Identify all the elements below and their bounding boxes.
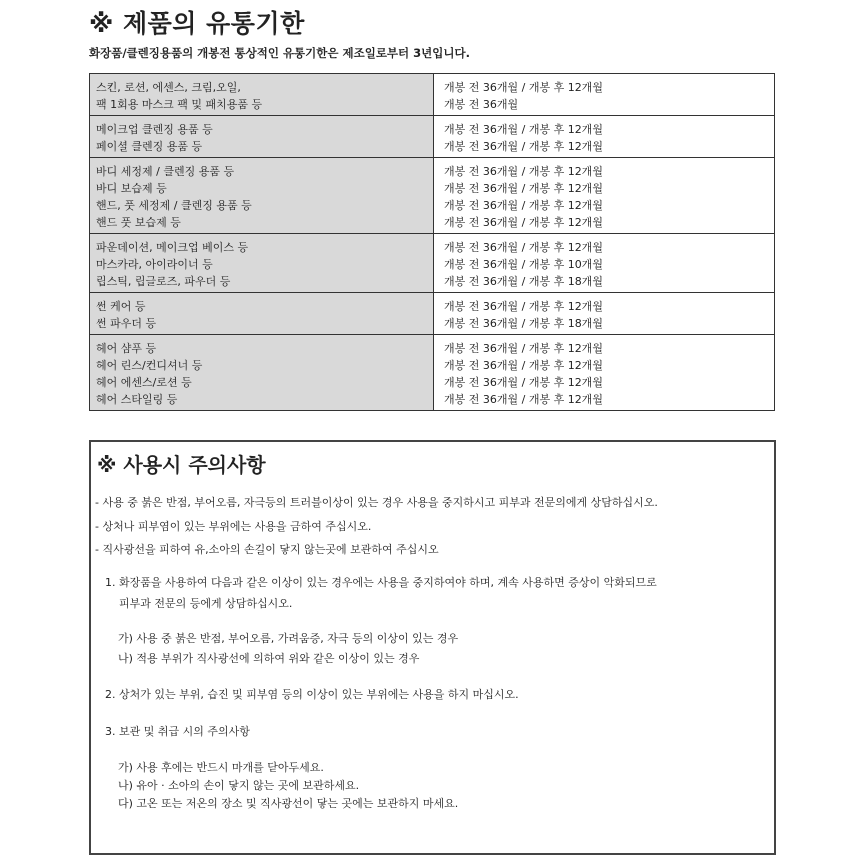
period-line: 개봉 전 36개월 / 개봉 후 12개월 bbox=[444, 393, 603, 406]
caution-item-1-sub: 나) 적용 부위가 직사광선에 의하여 위와 같은 이상이 있는 경우 bbox=[118, 652, 420, 665]
category-line: 립스틱, 립글로즈, 파우더 등 bbox=[96, 275, 231, 288]
caution-bullet: - 사용 중 붉은 반점, 부어오름, 자극등의 트러블이상이 있는 경우 사용을 중지하시고 피부과 전문의에게 상담하십시오. bbox=[95, 496, 658, 509]
table-row bbox=[90, 293, 775, 335]
period-line: 개봉 전 36개월 / 개봉 후 12개월 bbox=[444, 342, 603, 355]
caution-bullet: - 상처나 피부염이 있는 부위에는 사용을 금하여 주십시오. bbox=[95, 520, 372, 533]
period-line: 개봉 전 36개월 / 개봉 후 12개월 bbox=[444, 216, 603, 229]
caution-item-3: 3. 보관 및 취급 시의 주의사항 bbox=[105, 725, 250, 738]
expiry-subtitle: 화장품/클렌징용품의 개봉전 통상적인 유통기한은 제조일로부터 3년입니다. bbox=[89, 46, 470, 60]
period-line: 개봉 전 36개월 / 개봉 후 18개월 bbox=[444, 317, 603, 330]
page-title: ※ 제품의 유통기한 bbox=[89, 9, 305, 38]
category-line: 헤어 샴푸 등 bbox=[96, 342, 157, 355]
period-line: 개봉 전 36개월 / 개봉 후 12개월 bbox=[444, 241, 603, 254]
period-cell bbox=[434, 158, 775, 234]
category-line: 썬 케어 등 bbox=[96, 300, 146, 313]
caution-title: ※ 사용시 주의사항 bbox=[97, 453, 266, 477]
category-cell bbox=[90, 158, 434, 234]
table-row bbox=[90, 158, 775, 234]
period-line: 개봉 전 36개월 / 개봉 후 12개월 bbox=[444, 81, 603, 94]
category-line: 바디 세정제 / 클렌징 용품 등 bbox=[96, 165, 235, 178]
period-line: 개봉 전 36개월 / 개봉 후 12개월 bbox=[444, 359, 603, 372]
period-line: 개봉 전 36개월 / 개봉 후 12개월 bbox=[444, 140, 603, 153]
category-cell bbox=[90, 74, 434, 116]
category-cell bbox=[90, 335, 434, 411]
category-line: 헤어 에센스/로션 등 bbox=[96, 376, 192, 389]
category-line: 파운데이션, 메이크업 베이스 등 bbox=[96, 241, 249, 254]
caution-box bbox=[89, 440, 776, 855]
period-cell bbox=[434, 335, 775, 411]
category-line: 스킨, 로션, 에센스, 크림,오일, bbox=[96, 81, 241, 94]
category-line: 페이셜 클렌징 용품 등 bbox=[96, 140, 203, 153]
caution-item-1-sub: 가) 사용 중 붉은 반점, 부어오름, 가려움증, 자극 등의 이상이 있는 경우 bbox=[118, 632, 459, 645]
table-row bbox=[90, 116, 775, 158]
category-line: 마스카라, 아이라이너 등 bbox=[96, 258, 213, 271]
category-line: 헤어 스타일링 등 bbox=[96, 393, 178, 406]
period-cell bbox=[434, 293, 775, 335]
category-line: 핸드, 풋 세정제 / 클렌징 용품 등 bbox=[96, 199, 252, 212]
period-line: 개봉 전 36개월 / 개봉 후 12개월 bbox=[444, 199, 603, 212]
period-line: 개봉 전 36개월 / 개봉 후 12개월 bbox=[444, 300, 603, 313]
period-cell bbox=[434, 116, 775, 158]
caution-item-3-sub: 나) 유아 · 소아의 손이 닿지 않는 곳에 보관하세요. bbox=[118, 779, 360, 792]
caution-item-3-sub: 다) 고온 또는 저온의 장소 및 직사광선이 닿는 곳에는 보관하지 마세요. bbox=[118, 797, 459, 810]
caution-item-1: 1. 화장품을 사용하여 다음과 같은 이상이 있는 경우에는 사용을 중지하여야 하며, 계속 사용하면 증상이 악화되므로 bbox=[105, 576, 657, 589]
period-line: 개봉 전 36개월 / 개봉 후 12개월 bbox=[444, 376, 603, 389]
period-cell bbox=[434, 74, 775, 116]
period-line: 개봉 전 36개월 bbox=[444, 98, 519, 111]
period-line: 개봉 전 36개월 / 개봉 후 18개월 bbox=[444, 275, 603, 288]
caution-bullet: - 직사광선을 피하여 유,소아의 손길이 닿지 않는곳에 보관하여 주십시오 bbox=[95, 543, 439, 556]
category-line: 메이크업 클렌징 용품 등 bbox=[96, 123, 213, 136]
category-cell bbox=[90, 116, 434, 158]
category-cell bbox=[90, 234, 434, 293]
category-line: 팩 1회용 마스크 팩 및 패치용품 등 bbox=[96, 98, 263, 111]
caution-item-2: 2. 상처가 있는 부위, 습진 및 피부염 등의 이상이 있는 부위에는 사용을 하지 마십시오. bbox=[105, 688, 519, 701]
category-line: 헤어 린스/컨디셔너 등 bbox=[96, 359, 203, 372]
period-line: 개봉 전 36개월 / 개봉 후 12개월 bbox=[444, 165, 603, 178]
period-line: 개봉 전 36개월 / 개봉 후 10개월 bbox=[444, 258, 603, 271]
category-cell bbox=[90, 293, 434, 335]
period-line: 개봉 전 36개월 / 개봉 후 12개월 bbox=[444, 123, 603, 136]
caution-item-3-sub: 가) 사용 후에는 반드시 마개를 닫아두세요. bbox=[118, 761, 324, 774]
table-row bbox=[90, 74, 775, 116]
period-cell bbox=[434, 234, 775, 293]
caution-item-1-cont: 피부과 전문의 등에게 상담하십시오. bbox=[119, 597, 293, 610]
expiry-table bbox=[89, 73, 775, 411]
category-line: 핸드 풋 보습제 등 bbox=[96, 216, 181, 229]
category-line: 바디 보습제 등 bbox=[96, 182, 167, 195]
category-line: 썬 파우더 등 bbox=[96, 317, 157, 330]
table-row bbox=[90, 234, 775, 293]
period-line: 개봉 전 36개월 / 개봉 후 12개월 bbox=[444, 182, 603, 195]
table-row bbox=[90, 335, 775, 411]
